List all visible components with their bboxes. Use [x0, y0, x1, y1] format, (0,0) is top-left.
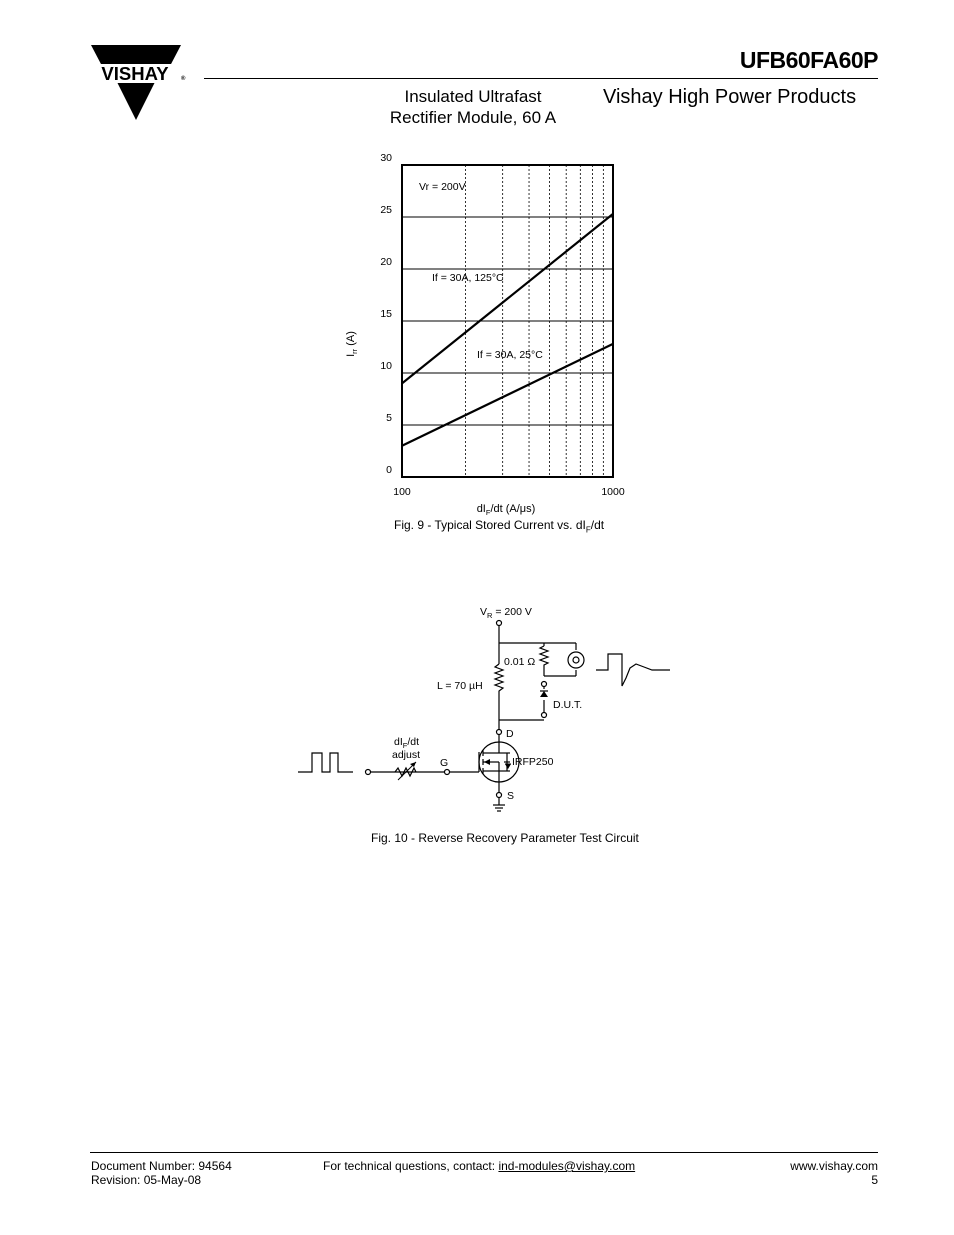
part-number: UFB60FA60P — [739, 47, 878, 73]
resistor-label: 0.01 Ω — [504, 656, 536, 668]
y-axis-label: $I_{rr}$ (A) — [345, 331, 359, 357]
y-tick-label: 30 — [380, 152, 392, 164]
vishay-logo — [88, 44, 184, 122]
series-lines — [402, 214, 613, 446]
page-number: 5 — [871, 1173, 878, 1187]
revision: Revision: 05-May-08 — [91, 1173, 202, 1187]
y-tick-label: 15 — [380, 308, 392, 320]
product-description — [368, 86, 578, 128]
svg-text:VISHAY: VISHAY — [101, 63, 169, 84]
gate-label: G — [440, 757, 449, 769]
contact-email-link[interactable]: ind-modules@vishay.com — [498, 1159, 636, 1173]
adjust-label-line1: $dI_F/dt$ — [394, 736, 420, 750]
y-tick-label: 25 — [380, 204, 392, 216]
footer-contact — [323, 1159, 635, 1173]
brand-name: Vishay High Power Products — [603, 86, 857, 108]
document-number: Document Number: 94564 — [91, 1159, 232, 1173]
series-label: If = 30A, 25°C — [477, 349, 543, 361]
svg-text:®: ® — [181, 76, 186, 82]
test-circuit-diagram — [290, 598, 690, 823]
y-tick-label: 5 — [386, 412, 392, 424]
website[interactable]: www.vishay.com — [790, 1159, 878, 1173]
footer-rule — [90, 1152, 878, 1153]
inductor-label: L = 70 µH — [437, 680, 483, 692]
fig9-caption: Fig. 9 - Typical Stored Current vs. $dI_F/dt$ — [394, 518, 605, 535]
header-rule — [204, 78, 878, 79]
y-tick-label: 20 — [380, 256, 392, 268]
x-axis-label: $dI_F/dt$ (A/μs) — [476, 503, 536, 517]
y-tick-labels — [380, 152, 392, 476]
mosfet-label: IRFP250 — [512, 756, 554, 768]
x-tick-label: 100 — [393, 486, 411, 498]
stored-current-chart — [330, 150, 670, 545]
footer-site-info — [790, 1159, 878, 1187]
fig10-caption: Fig. 10 - Reverse Recovery Parameter Test Circuit — [371, 831, 639, 845]
description-line-1: Insulated Ultrafast — [404, 87, 542, 106]
adjust-label-line2: adjust — [392, 749, 421, 761]
source-label: S — [507, 790, 515, 802]
dut-label: D.U.T. — [553, 699, 583, 711]
series-label: If = 30A, 125°C — [432, 272, 504, 284]
x-tick-label: 1000 — [601, 486, 625, 498]
vr-label: $V_R = 200$ V — [480, 606, 532, 620]
description-line-2: Rectifier Module, 60 A — [389, 108, 557, 127]
x-tick-labels — [393, 486, 625, 498]
contact-prefix: For technical questions, contact: — [323, 1159, 499, 1173]
y-tick-label: 0 — [386, 464, 392, 476]
vr-annotation: Vr = 200V — [419, 181, 466, 193]
footer-document-info — [91, 1159, 232, 1187]
drain-label: D — [506, 728, 514, 740]
y-tick-label: 10 — [380, 360, 392, 372]
